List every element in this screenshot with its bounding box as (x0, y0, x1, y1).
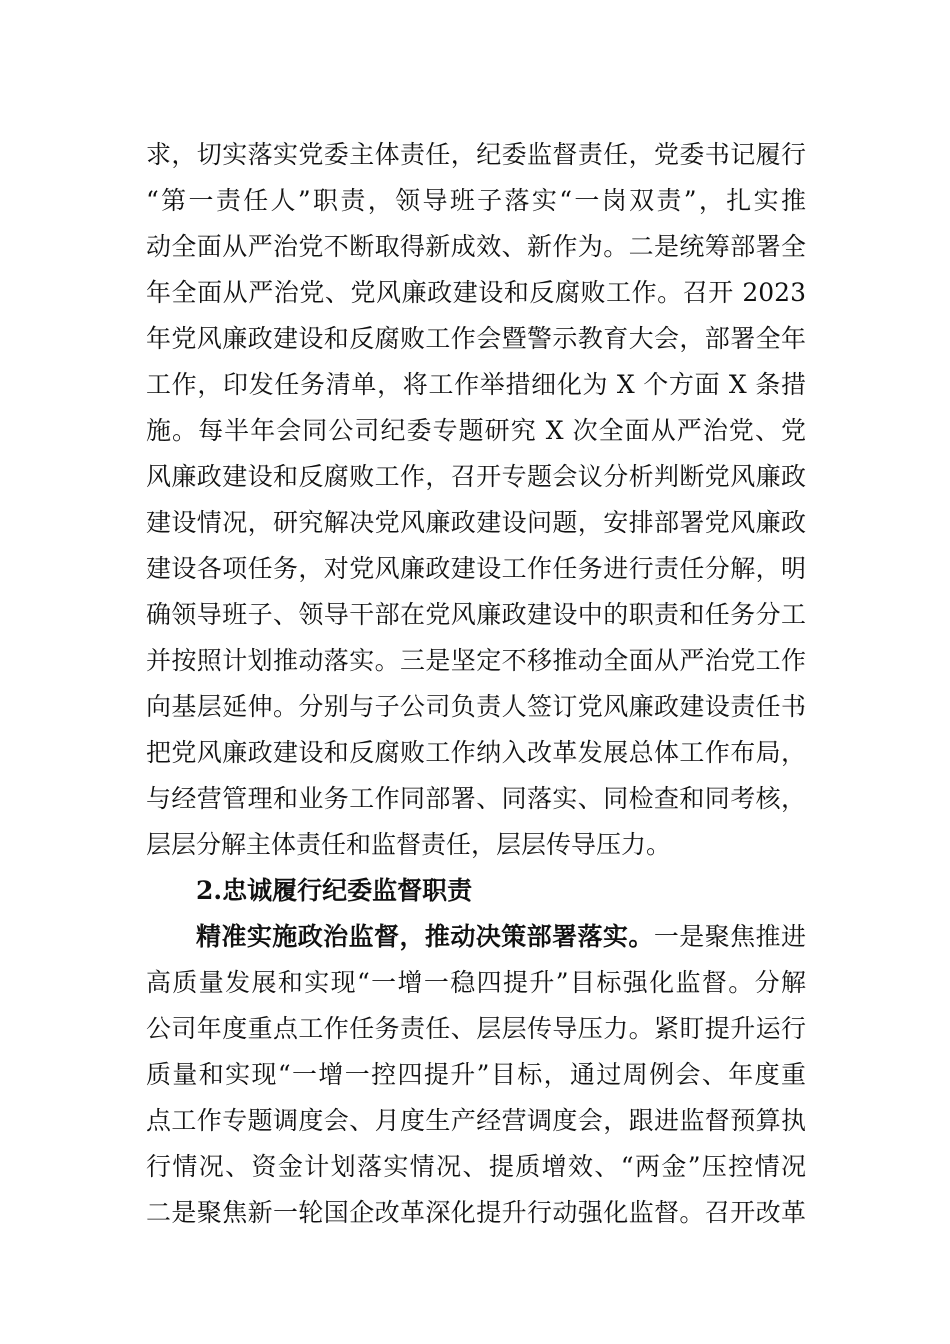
text-line: 层层分解主体责任和监督责任，层层传导压力。 (146, 830, 672, 859)
text-line: 年党风廉政建设和反腐败工作会暨警示教育大会，部署全年 (146, 324, 806, 353)
text-line: 与经营管理和业务工作同部署、同落实、同检查和同考核， (146, 784, 806, 813)
section-heading: 2.忠诚履行纪委监督职责 (196, 876, 473, 905)
text-line: 施。每半年会同公司纪委专题研究 X 次全面从严治党、党 (146, 416, 806, 445)
text-line: 高质量发展和实现“一增一稳四提升”目标强化监督。分解 (146, 968, 806, 997)
paragraph-2 (146, 914, 806, 1236)
text-line: 二是聚焦新一轮国企改革深化提升行动强化监督。召开改革 (146, 1198, 806, 1227)
text-line: 行情况、资金计划落实情况、提质增效、“两金”压控情况 (146, 1152, 806, 1181)
text-line: 年全面从严治党、党风廉政建设和反腐败工作。召开 2023 (146, 278, 806, 307)
paragraph-1 (146, 132, 806, 868)
text-line: 确领导班子、领导干部在党风廉政建设中的职责和任务分工 (146, 600, 806, 629)
paragraph-2-lead-line (146, 914, 806, 960)
text-line: 公司年度重点工作任务责任、层层传导压力。紧盯提升运行 (146, 1014, 806, 1043)
text-line: 点工作专题调度会、月度生产经营调度会，跟进监督预算执 (146, 1106, 806, 1135)
text-line: “第一责任人”职责，领导班子落实“一岗双责”，扎实推 (146, 186, 806, 215)
text-line: 动全面从严治党不断取得新成效、新作为。二是统筹部署全 (146, 232, 806, 261)
text-line: 工作，印发任务清单，将工作举措细化为 X 个方面 X 条措 (146, 370, 806, 399)
text-line: 并按照计划推动落实。三是坚定不移推动全面从严治党工作 (146, 646, 806, 675)
paragraph-2-lead-bold: 精准实施政治监督，推动决策部署落实。 (196, 922, 654, 951)
text-line: 把党风廉政建设和反腐败工作纳入改革发展总体工作布局， (146, 738, 806, 767)
text-line: 建设各项任务，对党风廉政建设工作任务进行责任分解，明 (146, 554, 806, 583)
text-line: 求，切实落实党委主体责任，纪委监督责任，党委书记履行 (146, 140, 806, 169)
text-line: 质量和实现“一增一控四提升”目标，通过周例会、年度重 (146, 1060, 806, 1089)
text-line: 向基层延伸。分别与子公司负责人签订党风廉政建设责任书 (146, 692, 806, 721)
document-body (146, 132, 806, 1236)
text-line: 风廉政建设和反腐败工作，召开专题会议分析判断党风廉政 (146, 462, 806, 491)
paragraph-2-lead-rest: 一是聚焦推进 (653, 922, 806, 951)
text-line: 建设情况，研究解决党风廉政建设问题，安排部署党风廉政 (146, 508, 806, 537)
